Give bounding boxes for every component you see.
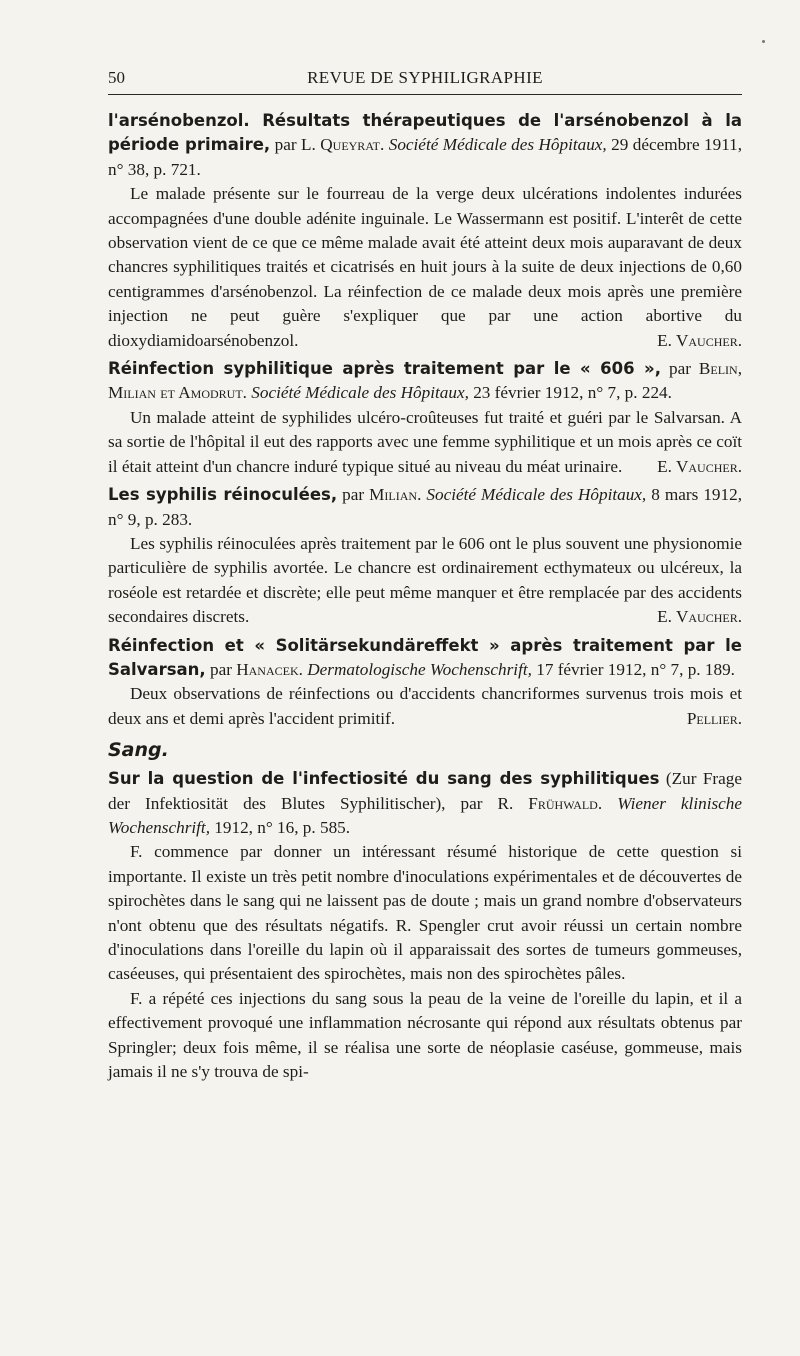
article-citation: 29 décembre 1911, n° 38, p. 721. (108, 135, 743, 179)
article (108, 634, 742, 732)
article-citation: 23 février 1912, n° 7, p. 224. (473, 383, 672, 403)
page-number: 50 (108, 68, 125, 87)
article-journal: Société Médicale des Hôpitaux, (426, 485, 647, 505)
article-by: par (668, 359, 691, 379)
article-body-text: Deux observations de réinfections ou d'accidents chancriformes survenus trois mois et deux ans et demi après l'accident primitif. (108, 684, 742, 728)
article-title: l'arsénobenzol. Résultats thérapeutiques de l'arsénobenzol à la période primaire, (108, 111, 742, 155)
article-header (108, 767, 742, 840)
article-body (108, 682, 742, 731)
article-header (108, 483, 742, 532)
article-body-text: Le malade présente sur le fourreau de la verge deux ulcérations indolentes indurées accompagnées d'une double adénite inguinale. Le Wassermann est positif. L'interêt de cette observation vient de ce que ce même malade avait été atteint deux mois auparavant de deux chancres syphilitiques traités et cicatrisés en huit jours à la suite de deux injections de 0,60 centigrammes d'arsénobenzol. La réinfection de ce malade deux mois après une première injection ne peut guère s'expliquer que par une action abortive du dioxydiamidoarsénobenzol. (108, 184, 742, 350)
article-signature: E. Vaucher. (657, 456, 742, 476)
article-body-text: Un malade atteint de syphilides ulcéro-croûteuses fut traité et guéri par le Salvarsan. A sa sortie de l'hôpital il eut des rapports avec une femme syphilitique et un mois après ce coït il était atteint d'un chancre induré typique situé au niveau du méat urinaire. (108, 407, 742, 476)
article-journal: Dermatologische Wochenschrift, (307, 659, 532, 679)
article-subtitle: (Zur Frage der Infektiosität des Blutes Syphilitischer), par R. (108, 769, 742, 813)
article-signature: E. Vaucher. (657, 607, 742, 627)
article-by: par (342, 485, 365, 505)
article-signature: E. Vaucher. (657, 330, 742, 350)
article-header (108, 634, 742, 683)
article-title: Réinfection et « Solitärsekundäreffekt » après traitement par le Salvarsan, (108, 635, 742, 679)
article-author: Queyrat. (320, 135, 385, 155)
article (108, 109, 742, 353)
article-citation: 17 février 1912, n° 7, p. 189. (536, 659, 735, 679)
article-journal: Société Médicale des Hôpitaux, (251, 383, 469, 403)
running-title: REVUE DE SYPHILIGRAPHIE (307, 68, 543, 87)
article-signature: Pellier. (686, 708, 742, 728)
article-body (108, 182, 742, 353)
article (108, 357, 742, 479)
article-citation: 1912, n° 16, p. 585. (214, 817, 351, 837)
article-body (108, 532, 742, 630)
article-by: par (209, 659, 232, 679)
article-title: Réinfection syphilitique après traitement par le « 606 », (108, 359, 661, 379)
content (108, 109, 742, 1084)
article-by: par L. (274, 135, 316, 155)
page (108, 60, 742, 1088)
article-body: F. commence par donner un intéressant résumé historique de cette question si importante. Il existe un très petit nombre d'inoculations expérimentales et de découvertes de spirochètes dans le sang qui ne laissent pas de doute ; mais un grand nombre d'observateurs n'ont obtenu que des résultats négatifs. R. Spengler crut avoir réussi un certain nombre d'inoculations dans l'oreille du lapin où il apparaissait des sortes de tumeurs gommeuses, caséeuses, qui présentaient des spirochètes, mais non des spirochètes pâles. (108, 842, 742, 984)
article-author: Frühwald. (528, 793, 603, 813)
scan-mark (762, 40, 765, 43)
article-journal: Wiener klinische Wochenschrift, (108, 793, 743, 837)
article-body (108, 406, 742, 479)
article-header (108, 109, 742, 182)
article-header (108, 357, 742, 406)
article-title: Les syphilis réinoculées, (108, 485, 338, 505)
article (108, 767, 742, 1084)
running-head (108, 60, 742, 95)
article-author: Milian. (369, 485, 422, 505)
article-author: Hanacek. (236, 659, 303, 679)
article-citation: 8 mars 1912, n° 9, p. 283. (108, 485, 742, 529)
article-title: Sur la question de l'infectiosité du sang des syphilitiques (108, 769, 660, 789)
article (108, 483, 742, 629)
section-heading: Sang. (108, 739, 169, 762)
article-journal: Société Médicale des Hôpitaux, (388, 135, 607, 155)
article-body-text: Les syphilis réinoculées après traitement par le 606 ont le plus souvent une physionomie particulière de syphilis avortée. Le chancre est ordinairement ecthymateux ou ulcéreux, la roséole est retardée et discrète; elle peut même manquer et être remplacée par des accidents secondaires discrets. (108, 533, 742, 627)
article-author: Belin, Milian et Amodrut. (108, 359, 743, 403)
article-body: F. a répété ces injections du sang sous la peau de la veine de l'oreille du lapin, et il a effectivement provoqué une inflammation nécrosante qui répond aux résultats obtenus par Springler; deux fois même, il se réalisa une sorte de néoplasie caséuse, gommeuse, mais jamais il ne s'y trouva de spi- (108, 988, 742, 1082)
